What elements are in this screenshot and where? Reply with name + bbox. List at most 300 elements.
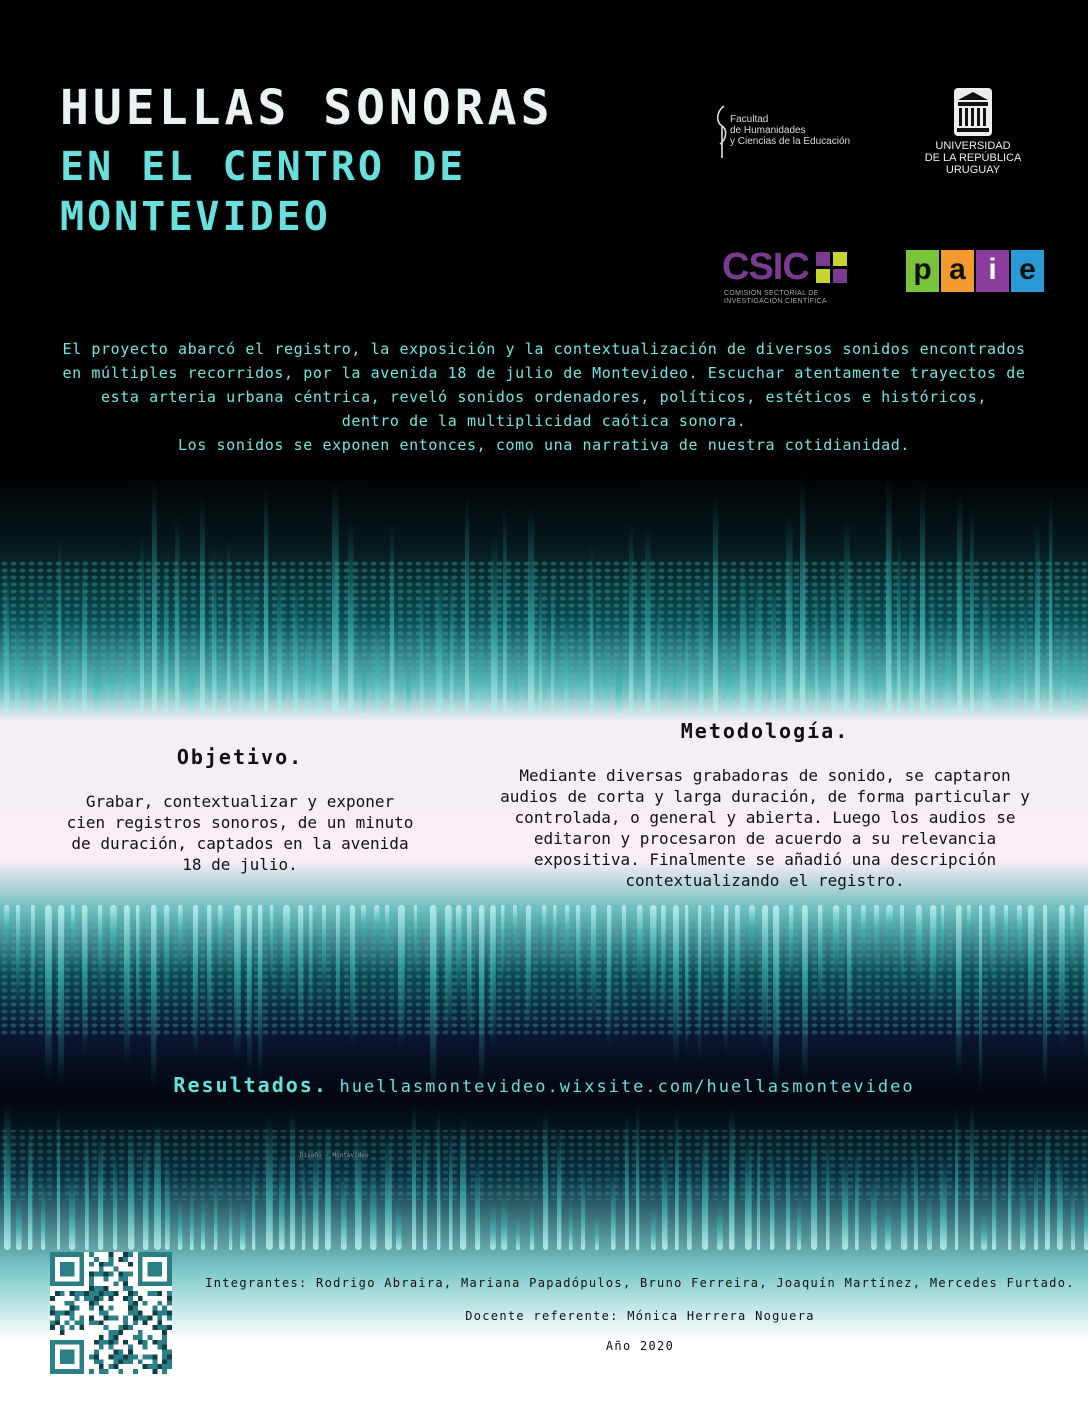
qr-module <box>79 1320 84 1325</box>
qr-finder <box>60 1350 75 1365</box>
wave-spike <box>71 613 77 715</box>
wave-spike <box>542 905 546 968</box>
wave-spike <box>818 905 823 1013</box>
qr-module <box>65 1320 70 1325</box>
qr-module <box>99 1369 104 1374</box>
wave-spike <box>740 565 747 715</box>
wave-spike <box>773 905 779 1090</box>
wave-spike <box>956 905 962 1077</box>
wave-spike <box>539 566 542 715</box>
qr-module <box>65 1311 70 1316</box>
wave-spike <box>266 1118 273 1250</box>
qr-module <box>99 1272 104 1277</box>
wave-spike <box>885 1199 891 1250</box>
wave-spike <box>332 481 339 715</box>
wave-spike <box>4 1104 11 1251</box>
wave-spike <box>861 905 866 968</box>
wave-spike <box>362 651 366 715</box>
wave-spike <box>886 905 893 956</box>
wave-spike <box>724 905 728 1057</box>
qr-module <box>152 1364 157 1369</box>
qr-module <box>162 1311 167 1316</box>
wave-spike <box>873 646 878 715</box>
qr-module <box>118 1359 123 1364</box>
objetivo-line-2: cien registros sonoros, de un minuto <box>66 813 414 832</box>
wave-spike <box>420 576 423 715</box>
qr-module <box>152 1354 157 1359</box>
qr-module <box>157 1311 162 1316</box>
wave-spike <box>657 590 660 715</box>
qr-module <box>99 1340 104 1345</box>
qr-module <box>60 1330 65 1335</box>
wave-spike <box>423 1124 427 1250</box>
paie-letter-e: e <box>1011 250 1044 292</box>
qr-module <box>143 1301 148 1306</box>
wave-spike <box>789 905 793 987</box>
qr-module <box>70 1306 75 1311</box>
wave-spike <box>1043 905 1047 1088</box>
udelar-text <box>918 140 1028 176</box>
wave-spike <box>651 1203 656 1251</box>
qr-module <box>128 1345 133 1350</box>
wave-spike <box>526 905 531 1030</box>
qr-module <box>167 1359 172 1364</box>
qr-module <box>104 1315 109 1320</box>
qr-module <box>133 1311 138 1316</box>
intro-line-4: dentro de la multiplicidad caótica sonora. <box>341 412 747 430</box>
qr-module <box>113 1281 118 1286</box>
qr-module <box>162 1330 167 1335</box>
qr-module <box>128 1354 133 1359</box>
qr-module <box>133 1315 138 1320</box>
qr-module <box>99 1364 104 1369</box>
wave-spike <box>250 581 256 715</box>
qr-module <box>138 1296 143 1301</box>
qr-module <box>162 1369 167 1374</box>
wave-spike <box>871 1178 877 1250</box>
wave-spike <box>1008 1127 1011 1250</box>
qr-module <box>60 1325 65 1330</box>
wave-spike <box>385 1132 392 1250</box>
wave-spike <box>283 905 290 1004</box>
qr-module <box>167 1350 172 1355</box>
metodologia-line-5: expositiva. Finalmente se añadió una descripción <box>533 850 997 869</box>
qr-module <box>118 1354 123 1359</box>
qr-module <box>118 1350 123 1355</box>
wave-spike <box>702 1126 708 1250</box>
wave-spike <box>645 526 651 715</box>
wave-spike <box>1024 596 1027 716</box>
wave-spike <box>229 1191 232 1251</box>
qr-module <box>138 1335 143 1340</box>
qr-module <box>152 1325 157 1330</box>
wave-spike <box>1071 1184 1075 1250</box>
wave-spike <box>1010 610 1015 715</box>
metodologia-line-6: contextualizando el registro. <box>625 871 905 890</box>
wave-spike <box>897 533 901 715</box>
wave-spike <box>603 635 608 715</box>
wave-spike <box>557 1126 561 1250</box>
wave-spike <box>770 1146 774 1250</box>
qr-module <box>128 1359 133 1364</box>
qr-module <box>89 1262 94 1267</box>
qr-module <box>128 1350 133 1355</box>
wave-spike <box>475 1158 480 1250</box>
wave-spike <box>551 567 554 715</box>
qr-module <box>94 1296 99 1301</box>
wave-spike <box>590 543 593 715</box>
metodologia-line-3: controlada, o general y abierta. Luego los audios se <box>514 808 1016 827</box>
wave-spike <box>990 905 995 987</box>
wave-spike <box>981 1208 987 1250</box>
wave-spike <box>847 905 851 1038</box>
wave-spike <box>71 905 75 967</box>
qr-module <box>167 1364 172 1369</box>
wave-spike <box>501 1195 507 1250</box>
qr-module <box>133 1306 138 1311</box>
wave-spike <box>629 522 633 715</box>
wave-spike <box>757 1127 760 1250</box>
qr-module <box>123 1252 128 1257</box>
wave-spike <box>637 905 643 991</box>
wave-spike <box>406 654 410 715</box>
qr-module <box>128 1306 133 1311</box>
wave-spike <box>398 905 405 1049</box>
wave-spike <box>375 616 380 715</box>
qr-module <box>148 1335 153 1340</box>
qr-module <box>50 1311 55 1316</box>
qr-module <box>104 1262 109 1267</box>
qr-module <box>99 1267 104 1272</box>
qr-module <box>152 1291 157 1296</box>
qr-module <box>94 1257 99 1262</box>
metodologia-section <box>465 719 1065 891</box>
wave-spike <box>970 506 974 715</box>
qr-module <box>109 1306 114 1311</box>
wave-spike <box>569 1196 573 1250</box>
wave-spike <box>543 1111 548 1250</box>
wave-spike <box>31 905 35 1024</box>
wave-spike <box>1073 632 1079 715</box>
wave-spike <box>305 612 311 715</box>
qr-module <box>113 1350 118 1355</box>
qr-module <box>89 1315 94 1320</box>
qr-module <box>152 1340 157 1345</box>
intro-line-2: en múltiples recorridos, por la avenida 18 de julio de Montevideo. Escuchar atentamente trayectos de <box>62 364 1026 382</box>
qr-module <box>70 1311 75 1316</box>
qr-module <box>123 1272 128 1277</box>
qr-module <box>133 1320 138 1325</box>
wave-spike <box>164 557 168 716</box>
qr-module <box>123 1359 128 1364</box>
qr-module <box>94 1354 99 1359</box>
wave-spike <box>1057 1150 1063 1250</box>
resultados-row <box>0 1073 1088 1097</box>
wave-spike <box>82 554 87 715</box>
qr-finder <box>60 1262 75 1277</box>
qr-module <box>143 1354 148 1359</box>
wave-spike <box>842 1154 848 1250</box>
wave-spike <box>528 506 534 716</box>
wave-spike <box>945 613 951 715</box>
wave-spike <box>16 1191 22 1250</box>
wave-spike <box>983 580 990 715</box>
wave-spike <box>940 1158 947 1250</box>
qr-module <box>113 1267 118 1272</box>
intro-line-3: esta arteria urbana céntrica, reveló sonidos ordenadores, políticos, estéticos e históricos, <box>100 388 988 406</box>
qr-module <box>94 1301 99 1306</box>
wave-spike <box>348 521 354 716</box>
qr-module <box>128 1291 133 1296</box>
qr-module <box>157 1340 162 1345</box>
qr-module <box>74 1296 79 1301</box>
wave-spike <box>874 905 879 968</box>
wave-spike <box>450 571 454 715</box>
udelar-logo <box>918 86 1028 182</box>
wave-spike <box>685 905 688 1057</box>
qr-module <box>123 1257 128 1262</box>
wave-spike <box>151 905 156 1090</box>
qr-module <box>55 1320 60 1325</box>
wave-spike <box>325 1123 331 1250</box>
qr-module <box>99 1359 104 1364</box>
qr-module <box>99 1320 104 1325</box>
wave-spike <box>513 905 517 963</box>
wave-spike <box>501 905 505 989</box>
wave-spike <box>212 547 217 716</box>
objetivo-section <box>45 745 435 875</box>
qr-module <box>70 1315 75 1320</box>
wave-spike <box>154 1123 161 1250</box>
qr-module <box>157 1364 162 1369</box>
wave-spike <box>661 905 666 1025</box>
wave-spike <box>322 905 326 998</box>
wave-spike <box>687 1154 692 1250</box>
qr-module <box>113 1340 118 1345</box>
qr-module <box>94 1286 99 1291</box>
wave-spike <box>491 536 498 715</box>
qr-finder <box>148 1262 163 1277</box>
wave-spike <box>957 492 962 715</box>
wave-spike <box>625 1114 629 1250</box>
qr-module <box>123 1354 128 1359</box>
qr-module <box>99 1311 104 1316</box>
qr-module <box>94 1272 99 1277</box>
resultados-link[interactable]: huellasmontevideo.wixsite.com/huellasmontevideo <box>339 1077 915 1097</box>
qr-module <box>148 1315 153 1320</box>
wave-spike <box>445 905 452 1035</box>
qr-module <box>157 1345 162 1350</box>
wave-spike <box>1028 905 1034 1034</box>
wave-spike <box>175 516 179 715</box>
wave-spike <box>4 905 9 959</box>
csic-sub-1: COMISIÓN SECTORIAL DE <box>724 290 819 297</box>
wave-spike <box>831 555 837 715</box>
qr-module <box>74 1320 79 1325</box>
qr-module <box>50 1325 55 1330</box>
qr-module <box>104 1369 109 1374</box>
qr-module <box>94 1320 99 1325</box>
qr-module <box>113 1359 118 1364</box>
wave-spike <box>553 905 557 975</box>
qr-module <box>79 1315 84 1320</box>
qr-module <box>138 1311 143 1316</box>
qr-module <box>109 1296 114 1301</box>
wave-spike <box>1070 905 1074 973</box>
footer-anio: Año 2020 <box>605 1339 675 1353</box>
wave-spike <box>85 1126 89 1250</box>
qr-module <box>89 1306 94 1311</box>
wave-spike <box>467 905 472 1043</box>
qr-module <box>84 1296 89 1301</box>
wave-spike <box>967 905 971 958</box>
qr-module <box>104 1291 109 1296</box>
wave-spike <box>858 575 865 715</box>
qr-module <box>148 1364 153 1369</box>
qr-code[interactable] <box>50 1252 172 1374</box>
wave-spike <box>616 654 622 716</box>
wave-spike <box>786 513 793 715</box>
metodologia-line-4: editaron y procesaron de acuerdo a su relevancia <box>533 829 997 848</box>
qr-module <box>113 1330 118 1335</box>
wave-spike <box>16 905 20 1003</box>
wave-spike <box>430 905 436 1094</box>
qr-module <box>89 1252 94 1257</box>
wave-spike <box>516 1210 520 1250</box>
wave-spike <box>449 1122 453 1250</box>
qr-module <box>152 1306 157 1311</box>
wave-spike <box>595 1210 599 1250</box>
qr-module <box>162 1335 167 1340</box>
paie-logo <box>906 250 1044 292</box>
wave-spike <box>564 614 568 716</box>
wave-spike <box>490 905 496 1050</box>
wave-spike <box>1084 905 1088 1061</box>
qr-module <box>113 1335 118 1340</box>
qr-module <box>89 1369 94 1374</box>
qr-module <box>113 1364 118 1369</box>
wave-spike <box>579 630 583 715</box>
paie-letter-i: i <box>976 250 1009 292</box>
qr-module <box>99 1296 104 1301</box>
qr-module <box>94 1291 99 1296</box>
wave-spike <box>717 1199 723 1250</box>
wave-spike <box>165 1158 170 1250</box>
qr-module <box>89 1276 94 1281</box>
qr-module <box>157 1320 162 1325</box>
qr-module <box>123 1315 128 1320</box>
wave-spike <box>886 477 892 715</box>
qr-module <box>99 1262 104 1267</box>
wave-spike <box>800 477 806 715</box>
wave-spike <box>650 905 657 1020</box>
wave-spike <box>699 576 704 715</box>
wave-spike <box>771 580 776 715</box>
university-building-icon <box>918 86 1028 138</box>
qr-module <box>133 1369 138 1374</box>
wave-spike <box>591 905 596 1019</box>
wave-spike <box>350 905 355 1048</box>
qr-module <box>162 1354 167 1359</box>
qr-module <box>123 1276 128 1281</box>
qr-module <box>113 1315 118 1320</box>
wave-spike <box>755 573 762 716</box>
wave-spike <box>124 905 130 1066</box>
udelar-line-3: URUGUAY <box>945 164 1001 176</box>
wave-spike <box>797 1195 801 1250</box>
qr-module <box>70 1301 75 1306</box>
wave-spike <box>374 905 380 956</box>
qr-module <box>50 1320 55 1325</box>
wave-spike <box>258 905 262 1079</box>
wave-spike <box>164 905 169 1002</box>
wave-spike <box>713 492 718 715</box>
wave-spike <box>786 1147 790 1250</box>
qr-module <box>60 1291 65 1296</box>
wave-spike <box>833 905 839 979</box>
wave-spike <box>316 606 322 715</box>
metodologia-title: Metodología. <box>680 719 850 743</box>
wave-spike <box>802 905 808 1082</box>
intro-line-5: Los sonidos se exponen entonces, como una narrativa de nuestra cotidianidad. <box>178 436 910 454</box>
qr-module <box>152 1311 157 1316</box>
qr-module <box>143 1340 148 1345</box>
qr-module <box>138 1315 143 1320</box>
wave-spike <box>565 905 569 971</box>
csic-name: CSIC <box>722 246 809 288</box>
fhce-line-3: y Ciencias de la Educación <box>730 136 851 147</box>
wave-spike <box>298 905 303 1041</box>
qr-module <box>128 1296 133 1301</box>
wave-spike <box>385 905 389 967</box>
wave-spike <box>900 905 904 990</box>
wave-spike <box>28 1122 32 1250</box>
objetivo-title: Objetivo. <box>176 745 304 769</box>
wave-spike <box>970 1103 974 1250</box>
wave-spike <box>361 905 366 955</box>
fhce-line-1: Facultad <box>730 114 769 125</box>
wave-spike <box>82 905 87 1056</box>
qr-module <box>167 1315 172 1320</box>
qr-module <box>128 1286 133 1291</box>
wave-spike <box>234 905 241 1061</box>
wave-spike <box>622 905 626 1020</box>
qr-module <box>109 1272 114 1277</box>
wave-spike <box>811 1132 817 1250</box>
wave-spike <box>214 1173 217 1250</box>
wave-spike <box>436 573 443 715</box>
wave-spike <box>94 646 101 715</box>
qr-module <box>157 1315 162 1320</box>
qr-module <box>99 1335 104 1340</box>
qr-module <box>133 1291 138 1296</box>
wave-spike <box>607 905 611 1049</box>
wave-spike <box>227 538 231 716</box>
qr-module <box>123 1325 128 1330</box>
wave-spike <box>490 1200 496 1251</box>
qr-module <box>109 1335 114 1340</box>
clef-icon <box>712 100 732 160</box>
qr-module <box>128 1301 133 1306</box>
qr-module <box>148 1291 153 1296</box>
wave-spike <box>98 905 102 994</box>
wave-spike <box>844 520 850 715</box>
wave-spike <box>1059 905 1065 1048</box>
qr-module <box>89 1281 94 1286</box>
wave-spike <box>1084 1182 1088 1250</box>
qr-module <box>152 1369 157 1374</box>
title-line-2: EN EL CENTRO DE <box>60 144 467 190</box>
